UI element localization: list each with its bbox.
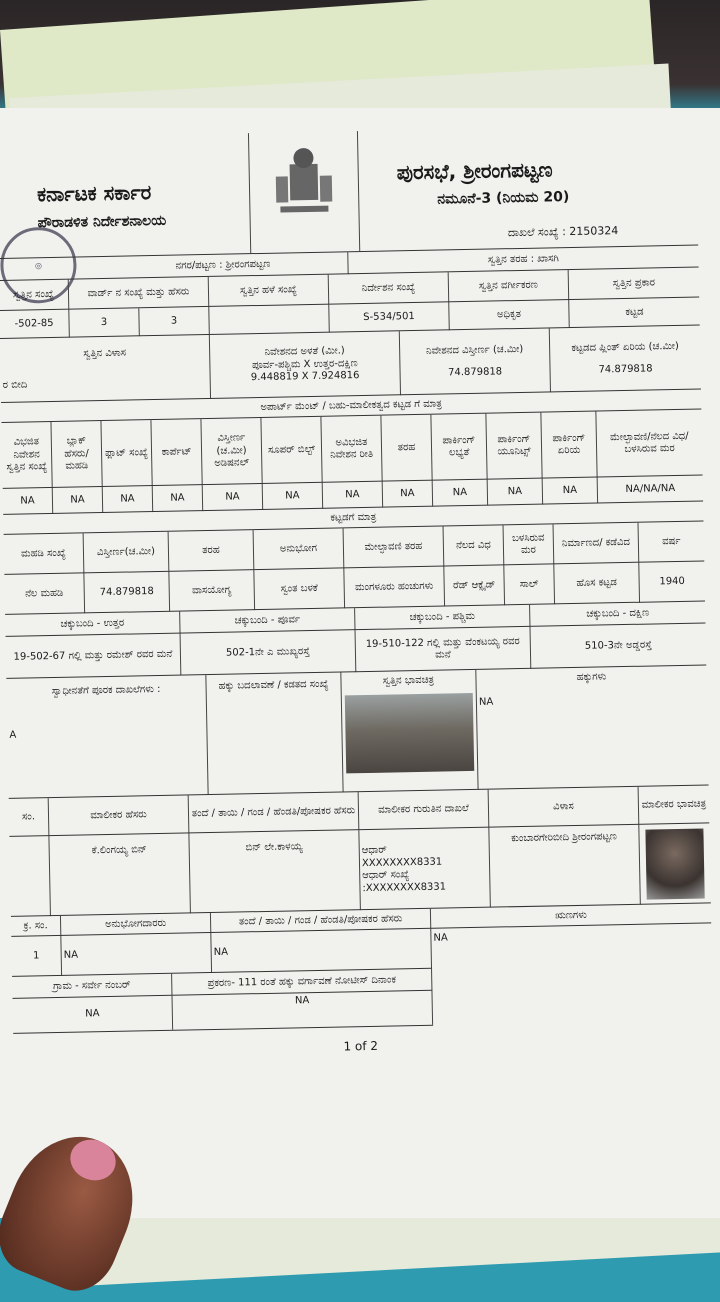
emblem-icon: [249, 131, 359, 253]
municipality-title: ಪುರಸಭೆ, ಶ್ರೀರಂಗಪಟ್ಟಣ: [396, 157, 553, 185]
site-row: ಸ್ವತ್ತಿನ ವಿಳಾಸ ರ ಬೀದಿ ನಿವೇಶನದ ಅಳತೆ (ಮೀ.) ಪೂರ್ವ-ಪಶ್ಚಿಮ X ಉತ್ತರ-ದಕ್ಷಿಣ 9.448819 X 7.924816 ನಿವೇಶನದ ವಿಸ್ತೀರ್ಣ (ಚ.ಮೀ) 74.879818 ಕಟ್ಟಡದ ಪ್ಲಿಂತ್ ಏರಿಯ (ಚ.ಮೀ) 74.879818: [0, 325, 701, 403]
rights-row: ಸ್ವಾಧೀನತೆಗೆ ಪೂರಕ ದಾಖಲೆಗಳು : A ಹಕ್ಕು ಬದಲಾವಣೆ / ಕಡತದ ಸಂಖ್ಯೆ ಸ್ವತ್ತಿನ ಭಾವಚಿತ್ರ ಹಕ್ಕುಗಳು NA: [6, 664, 708, 798]
form-title: ನಮೂನೆ-3 (ನಿಯಮ 20): [437, 189, 570, 208]
occupant-labels-row: ಕ್ರ. ಸಂ. ಅನುಭೋಗದಾರರು ತಂದೆ / ತಾಯಿ / ಗಂಡ / ಹೆಂಡತಿ/ಪೋಷಕರ ಹೆಸರು ಋಣಗಳು: [11, 902, 711, 936]
office-seal-icon: ◎: [0, 226, 77, 303]
owner-photo: [645, 829, 704, 900]
property-photo: [345, 692, 474, 772]
property-labels-row: ಸ್ವತ್ತಿನ ಸಂಖ್ಯೆ ವಾರ್ಡ್ ನ ಸಂಖ್ಯೆ ಮತ್ತು ಹೆಸರು ಸ್ವತ್ತಿನ ಹಳೆ ಸಂಖ್ಯೆ ನಿರ್ದೇಶನ ಸಂಖ್ಯೆ ಸ್ವತ್ತಿನ ವರ್ಗೀಕರಣ ಸ್ವತ್ತಿನ ಪ್ರಕಾರ: [0, 267, 699, 311]
property-form: [0, 125, 715, 1138]
building-title-row: ಕಟ್ಟಡಗೆ ಮಾತ್ರ: [3, 500, 703, 534]
record-number: ದಾಖಲೆ ಸಂಖ್ಯೆ : 2150324: [507, 224, 619, 240]
department-title: ಪೌರಾಡಳಿತ ನಿರ್ದೇಶನಾಲಯ: [37, 212, 167, 232]
boundary-labels-row: ಚಕ್ಕುಬಂದಿ - ಉತ್ತರ ಚಕ್ಕುಬಂದಿ - ಪೂರ್ವ ಚಕ್ಕುಬಂದಿ - ಪಶ್ಚಿಮ ಚಕ್ಕುಬಂದಿ - ದಕ್ಷಿಣ: [5, 600, 705, 636]
building-values-row: ನೆಲ ಮಹಡಿ 74.879818 ವಾಸಯೋಗ್ಯ ಸ್ವಂತ ಬಳಕೆ ಮಂಗಳೂರು ಹಂಚುಗಳು ರೆಡ್ ಆಕ್ಸೈಡ್ ಸಾಲ್ ಹೊಸ ಕಟ್ಟಡ 1940: [4, 560, 705, 614]
state-title: ಕರ್ನಾಟಕ ಸರ್ಕಾರ: [36, 180, 152, 207]
building-labels-row: ಮಹಡಿ ಸಂಖ್ಯೆ ವಿಸ್ತೀರ್ಣ(ಚ.ಮೀ) ತರಹ ಅನುಭೋಗ ಮೇಲ್ಛಾವಣಿ ತರಹ ನೆಲದ ವಿಧ ಬಳಸಿರುವ ಮರ ನಿರ್ಮಾಣದ/ ಕಡೆವಿದ ವರ್ಷ: [4, 520, 705, 574]
document-sheet: [0, 108, 720, 1218]
header-right: [356, 125, 698, 252]
page-number: 1 of 2: [343, 1038, 379, 1054]
boundary-values-row: 19-502-67 ಗಲ್ಲಿ ಮತ್ತು ರಮೇಶ್ ರವರ ಮನೆ 502-1ನೇ ಎ ಮುಖ್ಯರಸ್ತೆ 19-510-122 ಗಲ್ಲಿ ಮತ್ತು ವೆಂಕಟಯ್ಯ ರವರ ಮನೆ 510-3ನೇ ಅಡ್ಡರಸ್ತೆ: [6, 622, 707, 678]
property-values-row: -502-85 3 3 S-534/501 ಅಧಿಕೃತ ಕಟ್ಟಡ: [0, 297, 700, 339]
apartment-labels-row: ವಿಭಜಿತ ನಿವೇಶನ ಸ್ವತ್ತಿನ ಸಂಖ್ಯೆ ಬ್ಲಾಕ್ ಹೆಸರು/ ಮಹಡಿ ಫ್ಲಾಟ್ ಸಂಖ್ಯೆ ಕಾರ್ಪೆಟ್ ವಿಸ್ತೀರ್ಣ (ಚ.ಮೀ) ಅಡಿಷನಲ್ ಸೂಪರ್ ಬಿಲ್ಟ್ ಅವಿಭಜಿತ ನಿವೇಶನ ರೀತಿ ತರಹ ಪಾರ್ಕಿಂಗ್ ಲಭ್ಯತೆ ಪಾರ್ಕಿಂಗ್ ಯೂನಿಟ್ಸ್ ಪಾರ್ಕಿಂಗ್ ಏರಿಯ ಮೇಲ್ಛಾವಣಿ/ನೆಲದ ವಿಧ/ಬಳಸಿರುವ ಮರ: [1, 409, 702, 489]
occupant-values-row: 1 NA NA NA: [11, 922, 712, 976]
apartment-title-row: ಅಪಾರ್ಟ್ ಮೆಂಟ್ / ಬಹು-ಮಾಲೀಕತ್ವದ ಕಟ್ಟಡ ಗೆ ಮಾತ್ರ: [1, 389, 701, 423]
owner-values-row: ಕೆ.ಲಿಂಗಯ್ಯ ಬಿನ್ ಬಿನ್ ಲೇ.ಕಾಳಯ್ಯ ಆಧಾರ್ XXXXXXXX8331 ಆಧಾರ್ ಸಂಖ್ಯೆ :XXXXXXXX8331 ಕುಂಬಾರಗೇರಿಬೀದಿ ಶ್ರೀರಂಗಪಟ್ಟಣ: [9, 822, 710, 916]
survey-values-row: NA NA: [13, 990, 434, 1034]
location-row: ನಗರ/ಪಟ್ಟಣ : ಶ್ರೀರಂಗಪಟ್ಟಣ ಸ್ವತ್ತಿನ ತರಹ : ಖಾಸಗಿ: [0, 245, 699, 281]
emblem: [248, 131, 360, 253]
apartment-values-row: NA NA NA NA NA NA NA NA NA NA NA NA/NA/NA: [3, 474, 703, 514]
owner-labels-row: ಸಂ. ಮಾಲೀಕರ ಹೆಸರು ತಂದೆ / ತಾಯಿ / ಗಂಡ / ಹೆಂಡತಿ/ಪೋಷಕರ ಹೆಸರು ಮಾಲೀಕರ ಗುರುತಿನ ದಾಖಲೆ ವಿಳಾಸ ಮಾಲೀಕರ ಭಾವಚಿತ್ರ: [9, 784, 710, 836]
survey-labels-row: ಗ್ರಾಮ - ಸರ್ವೇ ನಂಬರ್ ಪ್ರಕರಣ- 111 ರಂತೆ ಹಕ್ಕು ವರ್ಗಾವಣೆ ನೋಟೀಸ್ ದಿನಾಂಕ: [12, 968, 432, 999]
